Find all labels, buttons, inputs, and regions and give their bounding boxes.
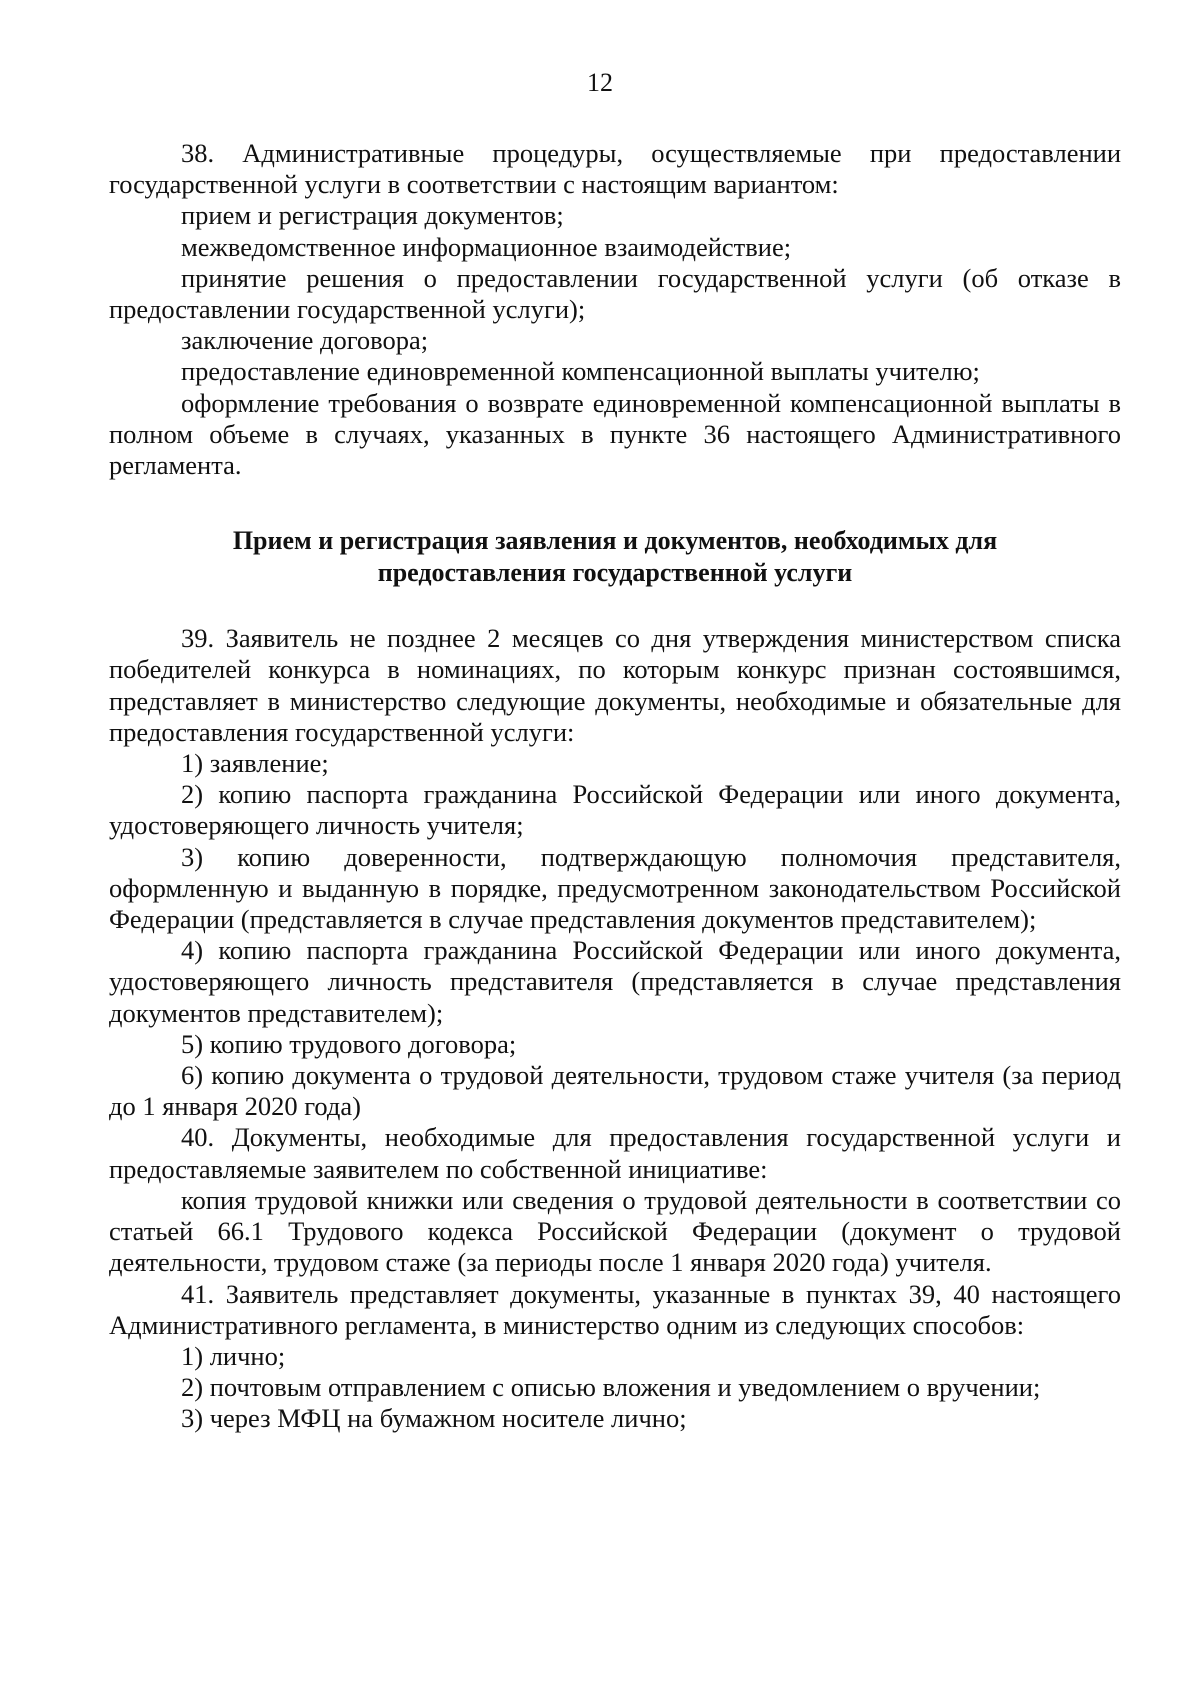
list-item: оформление требования о возврате единовременной компенсационной выплаты в полном объеме в случаях, указанных в пункте 36 настоящего Административного регламента.	[109, 387, 1121, 481]
list-item: межведомственное информационное взаимодействие;	[181, 231, 792, 262]
section-39-41	[109, 623, 1121, 1434]
section-heading	[109, 525, 1121, 588]
list-item: 3) через МФЦ на бумажном носителе лично;	[181, 1403, 687, 1434]
section-heading-line-2: предоставления государственной услуги	[377, 557, 853, 587]
list-item: принятие решения о предоставлении государственной услуги (об отказе в предоставлении государственной услуги);	[109, 262, 1121, 325]
paragraph-38: 38. Административные процедуры, осуществляемые при предоставлении государственной услуги в соответствии с настоящим вариантом:	[109, 138, 1121, 200]
list-item: 1) лично;	[181, 1340, 286, 1371]
list-item: предоставление единовременной компенсационной выплаты учителю;	[181, 356, 980, 387]
list-item: 1) заявление;	[181, 748, 329, 779]
list-item: 2) копию паспорта гражданина Российской Федерации или иного документа, удостоверяющего личность учителя;	[109, 779, 1121, 841]
list-item: прием и регистрация документов;	[181, 200, 564, 231]
section-heading-line-1: Прием и регистрация заявления и документов, необходимых для	[232, 526, 998, 556]
section-38	[109, 138, 1121, 481]
list-item: 3) копию доверенности, подтверждающую полномочия представителя, оформленную и выданную в порядке, предусмотренном законодательством Российской Федерации (представляется в случае представления документов представителем);	[109, 841, 1121, 935]
list-item: заключение договора;	[181, 325, 429, 356]
paragraph-40: 40. Документы, необходимые для предоставления государственной услуги и предоставляемые заявителем по собственной инициативе:	[109, 1122, 1121, 1184]
list-item: копия трудовой книжки или сведения о трудовой деятельности в соответствии со статьей 66.1 Трудового кодекса Российской Федерации (документ о трудовой деятельности, трудовом стаже (за периоды после 1 января 2020 года) учителя.	[109, 1184, 1121, 1278]
paragraph-39: 39. Заявитель не позднее 2 месяцев со дня утверждения министерством списка победителей конкурса в номинациях, по которым конкурс признан состоявшимся, представляет в министерство следующие документы, необходимые и обязательные для предоставления государственной услуги:	[109, 623, 1121, 747]
list-item: 6) копию документа о трудовой деятельности, трудовом стаже учителя (за период до 1 января 2020 года)	[109, 1060, 1121, 1122]
document-body	[109, 138, 1121, 1435]
list-item: 2) почтовым отправлением с описью вложения и уведомлением о вручении;	[181, 1372, 1041, 1403]
list-item: 5) копию трудового договора;	[181, 1028, 517, 1059]
list-item: 4) копию паспорта гражданина Российской Федерации или иного документа, удостоверяющего личность представителя (представляется в случае представления документов представителем);	[109, 935, 1121, 1028]
paragraph-41: 41. Заявитель представляет документы, указанные в пунктах 39, 40 настоящего Административного регламента, в министерство одним из следующих способов:	[109, 1278, 1121, 1340]
page-number: 12	[587, 68, 613, 97]
